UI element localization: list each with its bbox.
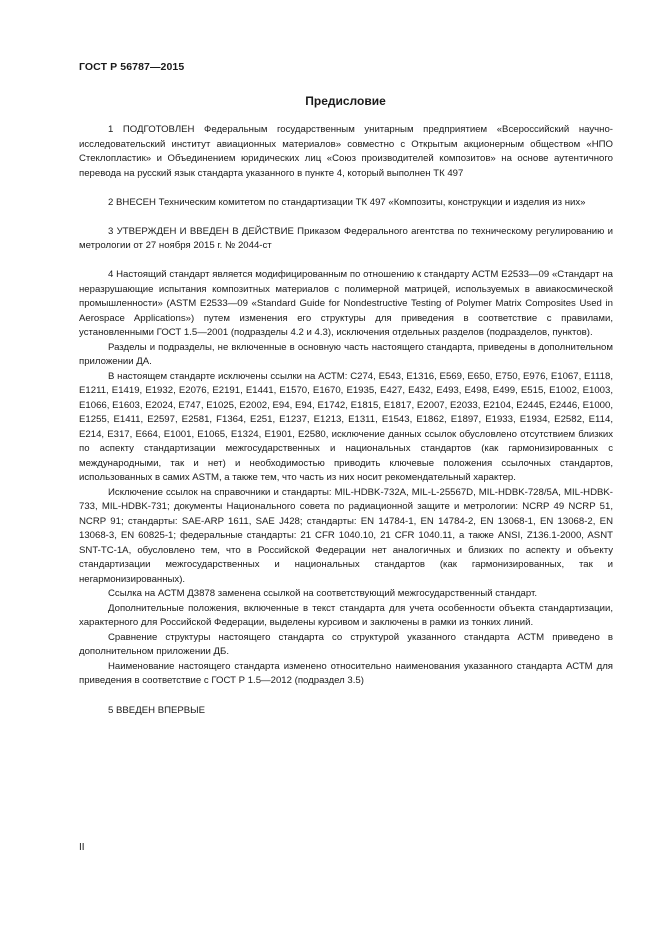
paragraph-3: 3 УТВЕРЖДЕН И ВВЕДЕН В ДЕЙСТВИЕ Приказом Федерального агентства по техническому регулированию и метрологии от 27 ноября 2015 г. № 2044-ст xyxy=(79,225,613,251)
paragraph-4-excluded-astm-refs: В настоящем стандарте исключены ссылки на АСТМ: С274, Е543, Е1316, Е569, Е650, Е750, Е976, Е1067, Е1118, Е1211, Е1419, Е1932, Е2076, Е2191, Е1441, Е1570, Е1670, Е1935, Е427, Е432, Е493, Е498, Е499, Е515, Е1002, Е1003, Е1066, Е1603, Е2024, Е747, Е1025, Е2002, Е94, Е94, Е1742, Е1815, Е1817, Е2007, Е2033, Е2104, Е2445, Е2446, Е1000, Е1255, Е1411, Е2597, Е2581, F1364, Е251, Е1237, Е1213, Е1311, Е1543, Е1862, Е1897, Е1933, Е1934, Е2582, Е114, Е214, Е317, Е664, Е1001, Е1065, Е1324, Е1901, Е2580, исключение данных ссылок обусловлено отсутствием близких по аспекту стандартизации межгосударственных и национальных стандартов (как гармонизированных с международными, так и нет) и необходимостью приводить ключевые положения ссылочных стандартов, использованных в самих ASTM, а также тем, что часть из них носит рекомендательный характер. xyxy=(79,370,613,483)
paragraph-5: 5 ВВЕДЕН ВПЕРВЫЕ xyxy=(108,704,206,716)
paragraph-4-annex-db: Сравнение структуры настоящего стандарта со структурой указанного стандарта АСТМ приведено в дополнительном приложении ДБ. xyxy=(79,631,613,657)
paragraph-4-d3878: Ссылка на АСТМ Д3878 заменена ссылкой на соответствующий межгосударственный стандарт. xyxy=(108,588,538,599)
paragraph-2: 2 ВНЕСЕН Техническим комитетом по стандартизации ТК 497 «Композиты, конструкции и изделия из них» xyxy=(108,196,586,208)
page-title: Предисловие xyxy=(305,94,386,108)
paragraph-4-additional-provisions: Дополнительные положения, включенные в текст стандарта для учета особенности объекта стандартизации, характерного для Российской Федерации, выделены курсивом и заключены в рамки из тонких линий. xyxy=(79,602,613,628)
paragraph-4: 4 Настоящий стандарт является модифицированным по отношению к стандарту АСТМ Е2533—09 «Стандарт на неразрушающие испытания композитных материалов с полимерной матрицей, используемых в авиакосмической промышленности» (ASTM E2533—09 «Standard Guide for Nondestructive Testing of Polymer Matrix Composites Used in Aerospace Applications») путем изменения его структуры для приведения в соответствие с правилами, установленными ГОСТ 1.5—2001 (подразделы 4.2 и 4.3), исключения отдельных разделов (подразделов, пунктов). xyxy=(79,269,613,338)
page-number: II xyxy=(79,842,85,853)
paragraph-4-excluded-handbooks: Исключение ссылок на справочники и стандарты: MIL-HDBK-732A, MIL-L-25567D, MIL-HDBK-728/5A, MIL-HDBK-733, MIL-HDBK-731; документы Национального совета по радиационной защите и метрологии: NCRP 49 NCRP 51, NCRP 91; стандарты: SAE-ARP 1611, SAE J428; стандарты: EN 14784-1, EN 14784-2, EN 13068-1, EN 13068-2, EN 13068-3, EN 60825-1; федеральные стандарты: 21 CFR 1040.10, 21 CFR 1040.11, а также ANSI, Z136.1-2000, ASNT SNT-TC-1A, обусловлено тем, что в Российской Федерации нет аналогичных и близких по аспекту и объекту стандартизации межгосударственных и национальных стандартов (как гармонизированных, так и негармонизированных). xyxy=(79,486,613,585)
paragraph-4-annex-da: Разделы и подразделы, не включенные в основную часть настоящего стандарта, приведены в дополнительном приложении ДА. xyxy=(79,341,613,367)
document-header: ГОСТ Р 56787—2015 xyxy=(79,61,185,73)
document-body xyxy=(79,123,613,718)
paragraph-4-title-change: Наименование настоящего стандарта изменено относительно наименования указанного стандарта АСТМ для приведения в соответствие с ГОСТ Р 1.5—2012 (подраздел 3.5) xyxy=(79,660,613,686)
paragraph-1: 1 ПОДГОТОВЛЕН Федеральным государственным унитарным предприятием «Всероссийский научно-исследовательский институт авиационных материалов» совместно с Открытым акционерным обществом «НПО Стеклопластик» и Объединением юридических лиц «Союз производителей композитов» на основе аутентичного перевода на русский язык стандарта указанного в пункте 4, который выполнен ТК 497 xyxy=(79,124,613,179)
